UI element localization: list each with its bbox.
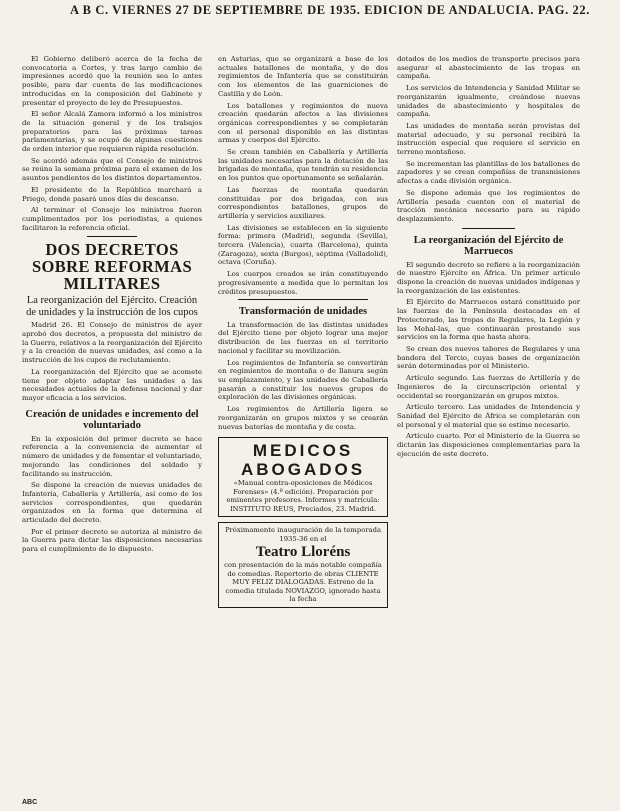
paragraph: Se incrementan las plantillas de los batallones de zapadores y se crean compañías de transmisiones afectas a cada división orgánica. xyxy=(397,159,580,186)
ad-body: con presentación de la más notable compañía de comedias. Repertorio de obras CLIENTE MUY FELIZ DIALOGADAS. Estreno de la comedia titulada NOVIAZGO, ignorado hasta la fecha xyxy=(224,561,382,604)
paragraph: En la exposición del primer decreto se hace referencia a la conveniencia de aumentar el número de unidades y de fomentar el voluntariado, mejorando las condiciones del soldado y facilitando su instrucción. xyxy=(22,434,202,478)
paragraph: Se acordó además que el Consejo de ministros se reúna la semana próxima para el examen de los asuntos pendientes de los distintos departamentos. xyxy=(22,156,202,183)
ad-theatre-name: Teatro Lloréns xyxy=(255,544,351,561)
paragraph: en Asturias, que se organizará a base de los actuales batallones de montaña, y de dos regimientos de Infantería que se constituirán con los elementos de las guarniciones de Castilla y de León. xyxy=(218,55,388,98)
paragraph: Se crean también en Caballería y Artillería las unidades necesarias para la dotación de las brigadas de montaña, que tendrán su residencia en los puntos que oportunamente se señalarán. xyxy=(218,148,388,183)
paragraph: El Gobierno deliberó acerca de la fecha de convocatoria a Cortes, y tras largo cambio de impresiones acordó que la reunión sea lo antes posible, para dar cuenta de las modificaciones introducidas en la composición del Gabinete y presentar el proyecto de ley de Presupuestos. xyxy=(22,55,202,107)
paragraph: Artículo tercero. Las unidades de Intendencia y Sanidad del Ejército de África se completarán con el personal y el material que se estime necesario. xyxy=(397,403,580,429)
column-2 xyxy=(218,55,388,608)
divider xyxy=(87,236,137,237)
paragraph: Artículo segundo. Las fuerzas de Artillería y de Ingenieros de la circunscripción oriental y occidental se reorganizarán en grupos mixtos. xyxy=(397,374,580,400)
paragraph: El señor Alcalá Zamora informó a los ministros de la situación general y de los trabajos preparatorios para las próximas tareas parlamentarias, y se ocupó de algunas cuestiones de orden interior que requieren rápida resolución. xyxy=(22,110,202,154)
subheadline-transformacion: Transformación de unidades xyxy=(238,306,368,318)
column-1 xyxy=(22,55,202,557)
paragraph: Por el primer decreto se autoriza al ministro de la Guerra para dictar las disposiciones necesarias para el cumplimiento de lo dispuesto. xyxy=(22,527,202,554)
paragraph: El segundo decreto se refiere a la reorganización de nuestro Ejército en África. Un primer artículo dispone la creación de nuevas unidades indígenas y la reorganización de las existentes. xyxy=(397,260,580,295)
advertisement-medicos-abogados xyxy=(218,437,388,517)
page-masthead: A B C. VIERNES 27 DE SEPTIEMBRE DE 1935. EDICION DE ANDALUCIA. PAG. 22. xyxy=(70,3,590,17)
paragraph: Se dispone además que los regimientos de Artillería pesada cuenten con el material de tracción mecánica necesario para su rápido desplazamiento. xyxy=(397,188,580,223)
paragraph: La transformación de las distintas unidades del Ejército tiene por objeto lograr una mejor distribución de las fuerzas en el territorio nacional y facilitar su movilización. xyxy=(218,320,388,355)
column-3 xyxy=(397,55,580,461)
paragraph: Las unidades de montaña serán provistas del material adecuado, y su personal recibirá la instrucción especial que requiere el servicio en terreno montañoso. xyxy=(397,121,580,157)
paragraph: Los servicios de Intendencia y Sanidad Militar se reorganizarán igualmente, creándose nuevas unidades de abastecimiento y hospitales de campaña. xyxy=(397,84,580,119)
paragraph: Las fuerzas de montaña quedarán constituidas por dos brigadas, con sus correspondientes batallones, grupos de artillería y servicios auxiliares. xyxy=(218,185,388,220)
ad-title-abogados: ABOGADOS xyxy=(240,460,366,480)
paragraph: Al terminar el Consejo los ministros fueron cumplimentados por los periodistas, a quienes facilitaron la referencia oficial. xyxy=(22,206,202,232)
paragraph: dotados de los medios de transporte precisos para asegurar el abastecimiento de las tropas en campaña. xyxy=(397,55,580,81)
paragraph: Las divisiones se establecen en la siguiente forma: primera (Madrid), segunda (Sevilla), tercera (Valencia), cuarta (Barcelona), quinta (Zaragoza), sexta (Burgos), séptima (Valladolid), octava (Coruña). xyxy=(218,223,388,267)
paragraph: Los regimientos de Infantería se convertirán en regimientos de montaña o de llanura según su emplazamiento, y las unidades de Caballería pasarán a constituir los nuevos grupos de exploración de las divisiones orgánicas. xyxy=(218,358,388,402)
paragraph: Artículo cuarto. Por el Ministerio de la Guerra se dictarán las disposiciones complementarias para la ejecución de este decreto. xyxy=(397,432,580,458)
paragraph: El Ejército de Marruecos estará constituido por las fuerzas de la Península destacadas en el Protectorado, las tropas de Regulares, la Legión y las Mehal-las, que continuarán prestando sus servicios en la forma que hasta ahora. xyxy=(397,298,580,342)
subheadline-reorganizacion: La reorganización del Ejército. Creación de unidades y la instrucción de los cupos xyxy=(26,295,198,318)
ad-title-medicos: MEDICOS xyxy=(252,441,354,461)
divider xyxy=(462,228,515,229)
headline-decretos: DOS DECRETOS SOBRE REFORMAS MILITARES xyxy=(31,240,193,294)
paragraph: Los batallones y regimientos de nueva creación quedarán afectos a las divisiones orgánicas correspondientes y se completarán con el personal disponible en las distintas armas y cuerpos del Ejército. xyxy=(218,101,388,145)
subheadline-marruecos: La reorganización del Ejército de Marruecos xyxy=(413,234,564,258)
paragraph: Los cuerpos creados se irán constituyendo progresivamente a medida que lo permitan los créditos presupuestos. xyxy=(218,270,388,296)
advertisement-teatro xyxy=(218,522,388,608)
ad-intro: Próximamente inauguración de la temporada 1935-36 en el xyxy=(224,526,382,543)
divider xyxy=(238,299,368,300)
paragraph: El presidente de la República marchará a Priego, donde pasará unos días de descanso. xyxy=(22,185,202,203)
page-footer: ABC xyxy=(22,799,38,806)
paragraph: La reorganización del Ejército que se acomete tiene por objeto adaptar las unidades a las necesidades actuales de la defensa nacional y dar mayor eficacia a los servicios. xyxy=(22,367,202,402)
paragraph: Se dispone la creación de nuevas unidades de Infantería, Caballería y Artillería, así como de los servicios correspondientes, que quedarán organizados en la forma que determina el articulado del decreto. xyxy=(22,481,202,525)
subheadline-voluntariado: Creación de unidades e incremento del voluntariado xyxy=(25,408,199,432)
ad-text: «Manual contra-oposiciones de Médicos Forenses» (4.ª edición). Preparación por eminentes profesores. Informes y matrícula: INSTITUTO REUS, Preciados, 23. Madrid. xyxy=(226,479,380,513)
paragraph: Los regimientos de Artillería ligera se reorganizarán en grupos mixtos y se crearán nuevas baterías de montaña y de costa. xyxy=(218,405,388,431)
paragraph: Se crean dos nuevos tabores de Regulares y una bandera del Tercio, cuyas bases de organización serán determinadas por el Ministerio. xyxy=(397,344,580,371)
paragraph: Madrid 26. El Consejo de ministros de ayer aprobó dos decretos, a propuesta del ministro de la Guerra, relativos a la reorganización del Ejército y a la creación de nuevas unidades, así como a la instrucción de los cupos de reclutamiento. xyxy=(22,321,202,365)
